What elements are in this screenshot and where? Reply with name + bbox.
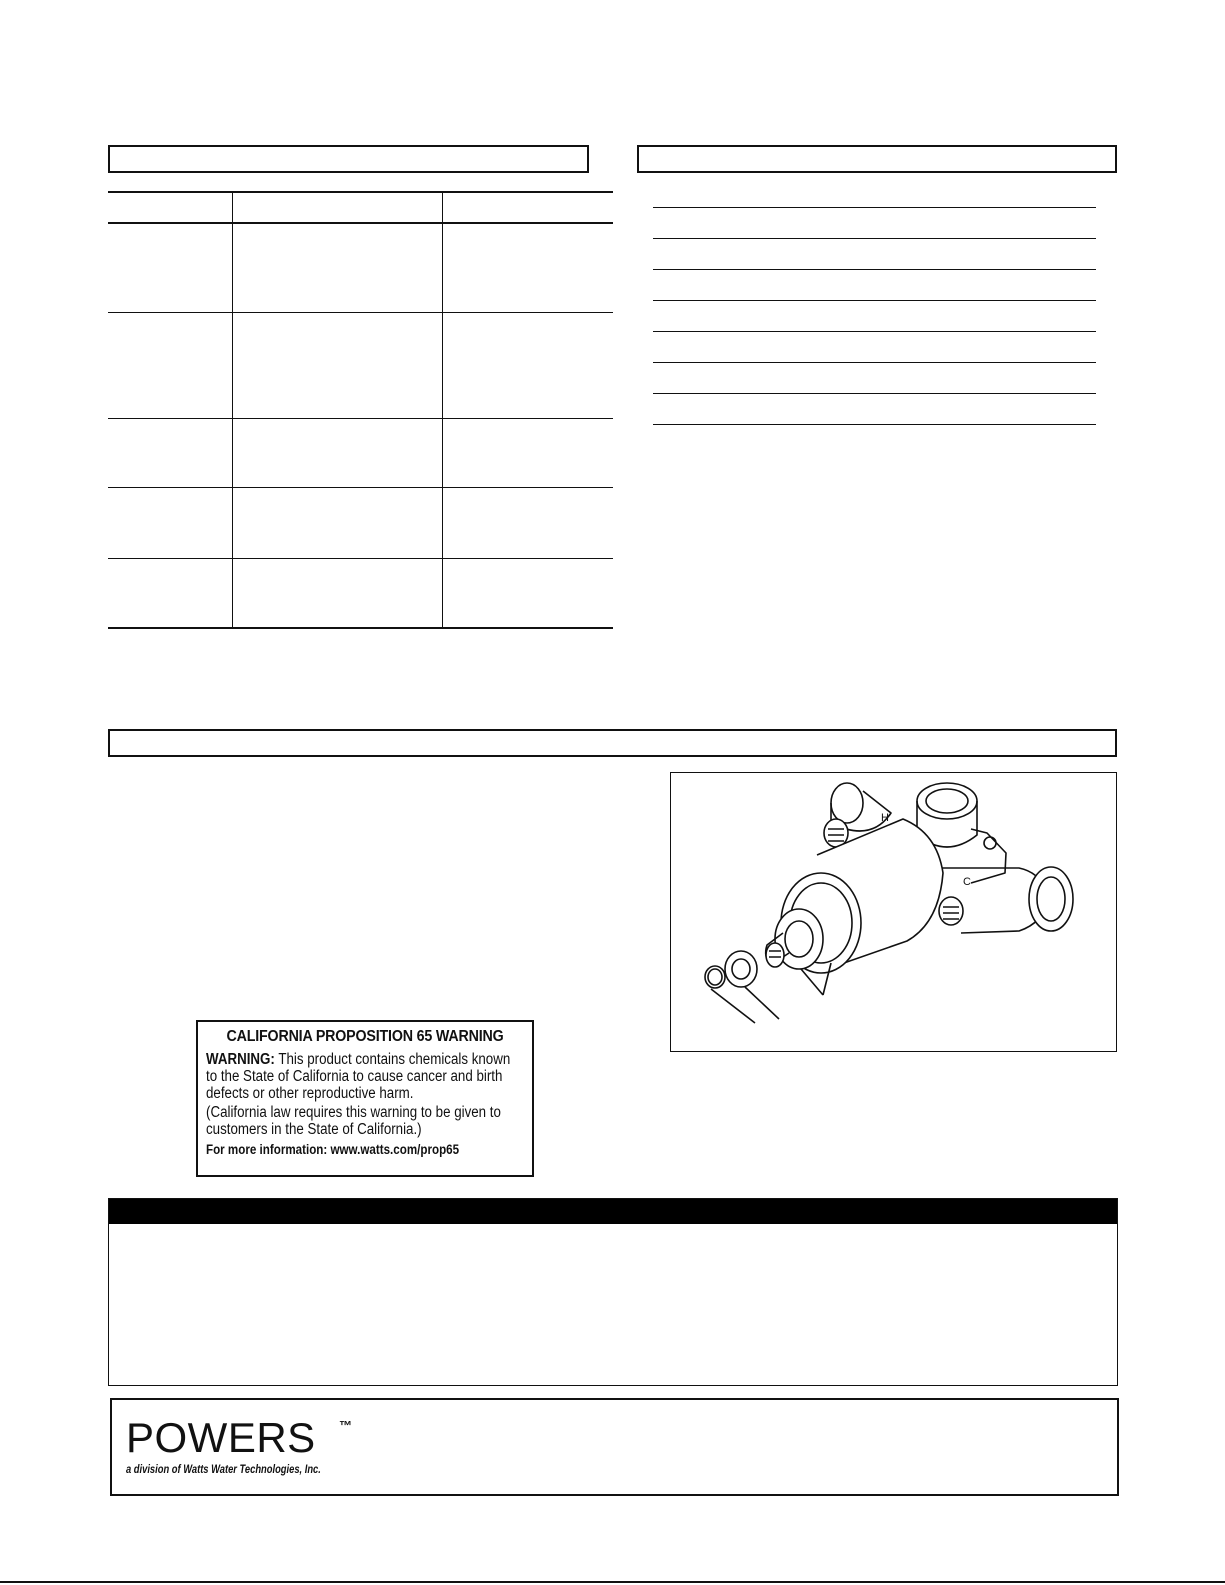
left-section-header	[108, 145, 589, 173]
prop65-info-link[interactable]: For more information: www.watts.com/prop65	[206, 1142, 460, 1157]
spec-table	[108, 190, 613, 626]
prop65-body	[206, 1051, 524, 1102]
right-section-header	[637, 145, 1117, 173]
prop65-title: CALIFORNIA PROPOSITION 65 WARNING	[226, 1028, 504, 1045]
list-rule	[653, 300, 1096, 301]
list-rule	[653, 393, 1096, 394]
logo-tagline: a division of Watts Water Technologies, Inc.	[126, 1462, 321, 1476]
page-bottom-rule	[0, 1581, 1225, 1583]
table-row-rule	[108, 487, 613, 488]
table-bottom-rule	[108, 627, 613, 629]
prop65-warning-label: WARNING:	[206, 1051, 275, 1068]
warranty-section	[108, 1198, 1118, 1386]
list-rule	[653, 269, 1096, 270]
valve-figure	[670, 772, 1117, 1052]
prop65-warning	[196, 1020, 534, 1177]
logo-wordmark: POWERS	[126, 1414, 316, 1461]
list-rule	[653, 207, 1096, 208]
table-column-divider	[232, 192, 233, 627]
svg-text:H: H	[881, 812, 889, 824]
table-row-rule	[108, 418, 613, 419]
list-rule	[653, 238, 1096, 239]
table-row-rule	[108, 558, 613, 559]
table-top-rule	[108, 191, 613, 193]
prop65-note: (California law requires this warning to be given to customers in the State of California.)	[206, 1104, 501, 1138]
list-rule	[653, 362, 1096, 363]
powers-logo	[126, 1414, 376, 1476]
table-column-divider	[442, 192, 443, 627]
prop65-warning-text: This product contains chemicals known to the State of California to cause cancer and birth defects or other reproductive harm.	[206, 1051, 511, 1102]
list-rule	[653, 331, 1096, 332]
svg-text:C: C	[963, 876, 971, 888]
logo-trademark: ™	[339, 1418, 352, 1433]
table-row-rule	[108, 312, 613, 313]
wide-section-header	[108, 729, 1117, 757]
list-rule	[653, 424, 1096, 425]
table-header-rule	[108, 222, 613, 224]
mixing-valve-icon	[671, 773, 1118, 1053]
footer	[110, 1398, 1119, 1496]
warranty-header-band	[109, 1199, 1117, 1224]
